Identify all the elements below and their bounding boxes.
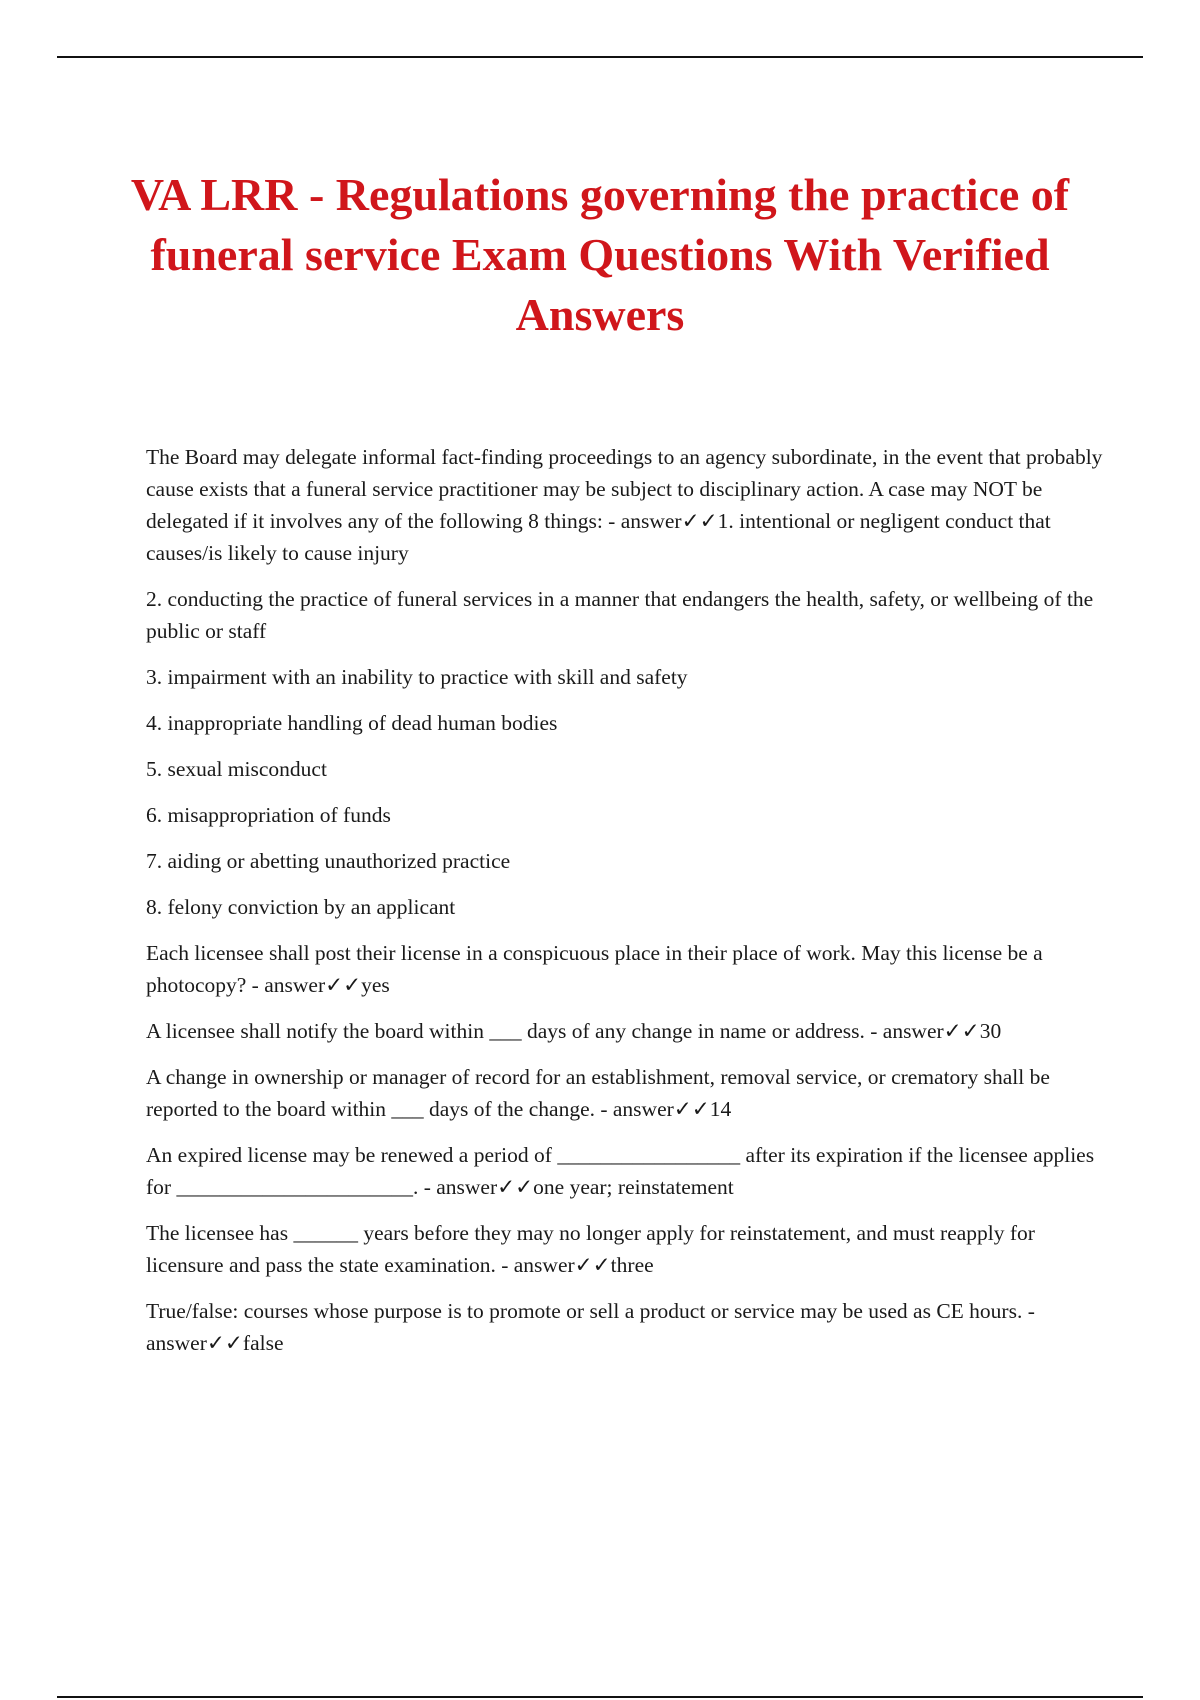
list-item-6: 6. misappropriation of funds xyxy=(146,803,391,827)
bottom-rule xyxy=(57,1696,1143,1698)
list-item-5: 5. sexual misconduct xyxy=(146,757,327,781)
question-paragraph-reinstatement-years: The licensee has ______ years before they may no longer apply for reinstatement, and must reapply for licensure and pass the state examination. - answer✓✓three xyxy=(146,1221,1035,1277)
question-paragraph-license-photocopy: Each licensee shall post their license in a conspicuous place in their place of work. May this license be a photocopy? - answer✓✓yes xyxy=(146,941,1043,997)
document-body xyxy=(146,441,1106,1373)
list-item-3: 3. impairment with an inability to practice with skill and safety xyxy=(146,665,688,689)
question-paragraph-1: The Board may delegate informal fact-finding proceedings to an agency subordinate, in the event that probably cause exists that a funeral service practitioner may be subject to disciplinary action. A case may NOT be delegated if it involves any of the following 8 things: - answer✓✓1. intentional or negligent conduct that causes/is likely to cause injury xyxy=(146,445,1103,565)
list-item-8: 8. felony conviction by an applicant xyxy=(146,895,456,919)
top-rule xyxy=(57,56,1143,58)
question-paragraph-notify-days: A licensee shall notify the board within ___ days of any change in name or address. - answer✓✓30 xyxy=(146,1019,1002,1043)
question-paragraph-ownership-change: A change in ownership or manager of record for an establishment, removal service, or crematory shall be reported to the board within ___ days of the change. - answer✓✓14 xyxy=(146,1065,1050,1121)
list-item-4: 4. inappropriate handling of dead human bodies xyxy=(146,711,558,735)
document-title: VA LRR - Regulations governing the practice of funeral service Exam Questions With Verified Answers xyxy=(130,169,1070,340)
list-item-7: 7. aiding or abetting unauthorized practice xyxy=(146,849,511,873)
list-item-2: 2. conducting the practice of funeral services in a manner that endangers the health, safety, or wellbeing of the public or staff xyxy=(146,587,1094,643)
question-paragraph-ce-hours: True/false: courses whose purpose is to promote or sell a product or service may be used as CE hours. - answer✓✓false xyxy=(146,1299,1035,1355)
question-paragraph-expired-license: An expired license may be renewed a period of _________________ after its expiration if the licensee applies for ______________________. - answer✓✓one year; reinstatement xyxy=(146,1143,1095,1199)
